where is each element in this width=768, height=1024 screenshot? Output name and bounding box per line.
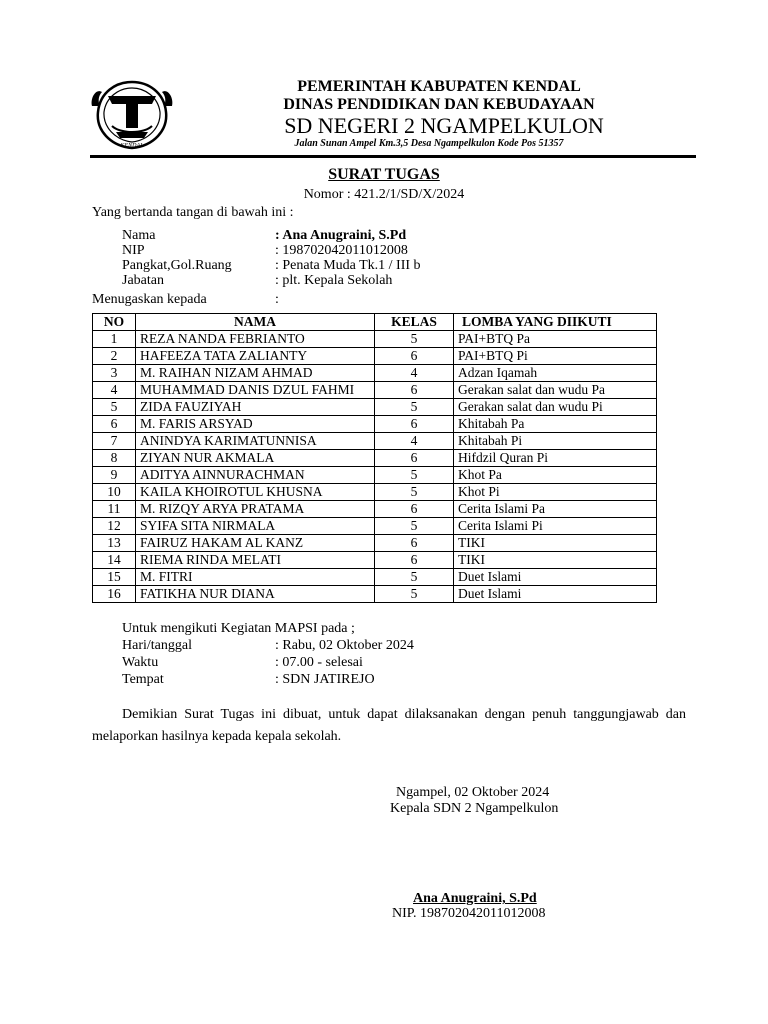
col-header-lomba: LOMBA YANG DIIKUTI — [454, 314, 657, 331]
event-label-date: Hari/tanggal — [122, 638, 192, 653]
assign-label: Menugaskan kepada — [92, 292, 207, 307]
header-school-name: SD NEGERI 2 NGAMPELKULON — [284, 113, 604, 138]
cell-no: 11 — [93, 501, 136, 518]
cell-nama: SYIFA SITA NIRMALA — [136, 518, 375, 535]
cell-lomba: Adzan Iqamah — [454, 365, 657, 382]
cell-nama: FAIRUZ HAKAM AL KANZ — [136, 535, 375, 552]
cell-nama: RIEMA RINDA MELATI — [136, 552, 375, 569]
cell-no: 12 — [93, 518, 136, 535]
table-body — [93, 331, 657, 603]
cell-no: 2 — [93, 348, 136, 365]
signer-value-rank: : Penata Muda Tk.1 / III b — [275, 258, 421, 273]
cell-no: 16 — [93, 586, 136, 603]
header-divider — [90, 155, 696, 158]
event-value-time: : 07.00 - selesai — [275, 655, 363, 670]
cell-no: 14 — [93, 552, 136, 569]
table-row — [93, 501, 657, 518]
cell-no: 5 — [93, 399, 136, 416]
cell-nama: M. FARIS ARSYAD — [136, 416, 375, 433]
cell-kelas: 6 — [375, 450, 454, 467]
cell-nama: REZA NANDA FEBRIANTO — [136, 331, 375, 348]
cell-kelas: 5 — [375, 484, 454, 501]
signer-value-nip: : 198702042011012008 — [275, 243, 408, 258]
cell-lomba: Gerakan salat dan wudu Pa — [454, 382, 657, 399]
cell-lomba: PAI+BTQ Pa — [454, 331, 657, 348]
cell-kelas: 5 — [375, 467, 454, 484]
cell-nama: M. FITRI — [136, 569, 375, 586]
cell-nama: ZIYAN NUR AKMALA — [136, 450, 375, 467]
signature-name: Ana Anugraini, S.Pd — [413, 891, 537, 906]
cell-nama: MUHAMMAD DANIS DZUL FAHMI — [136, 382, 375, 399]
table-row — [93, 416, 657, 433]
event-value-place: : SDN JATIREJO — [275, 672, 375, 687]
table-row — [93, 535, 657, 552]
logo-text: KENDAL — [120, 143, 144, 149]
cell-kelas: 6 — [375, 348, 454, 365]
event-intro: Untuk mengikuti Kegiatan MAPSI pada ; — [122, 621, 355, 636]
table-row — [93, 365, 657, 382]
cell-no: 4 — [93, 382, 136, 399]
cell-nama: KAILA KHOIROTUL KHUSNA — [136, 484, 375, 501]
event-value-date: : Rabu, 02 Oktober 2024 — [275, 638, 414, 653]
header-department: DINAS PENDIDIKAN DAN KEBUDAYAAN — [283, 96, 595, 113]
col-header-nama: NAMA — [136, 314, 375, 331]
cell-kelas: 6 — [375, 535, 454, 552]
table-row — [93, 348, 657, 365]
cell-kelas: 5 — [375, 569, 454, 586]
cell-nama: M. RAIHAN NIZAM AHMAD — [136, 365, 375, 382]
cell-nama: FATIKHA NUR DIANA — [136, 586, 375, 603]
cell-no: 6 — [93, 416, 136, 433]
cell-lomba: Duet Islami — [454, 569, 657, 586]
cell-kelas: 4 — [375, 433, 454, 450]
cell-nama: ADITYA AINNURACHMAN — [136, 467, 375, 484]
cell-kelas: 5 — [375, 399, 454, 416]
table-row — [93, 399, 657, 416]
col-header-no: NO — [93, 314, 136, 331]
cell-no: 8 — [93, 450, 136, 467]
cell-lomba: Cerita Islami Pa — [454, 501, 657, 518]
table-row — [93, 586, 657, 603]
cell-kelas: 5 — [375, 331, 454, 348]
cell-kelas: 4 — [375, 365, 454, 382]
cell-kelas: 6 — [375, 416, 454, 433]
table-row — [93, 484, 657, 501]
table-header-row — [93, 314, 657, 331]
signature-nip: NIP. 198702042011012008 — [392, 906, 546, 921]
assign-colon: : — [275, 292, 279, 307]
cell-nama: M. RIZQY ARYA PRATAMA — [136, 501, 375, 518]
cell-lomba: Khitabah Pi — [454, 433, 657, 450]
cell-lomba: Khitabah Pa — [454, 416, 657, 433]
cell-kelas: 5 — [375, 586, 454, 603]
letter-intro: Yang bertanda tangan di bawah ini : — [92, 205, 294, 220]
table-row — [93, 552, 657, 569]
col-header-kelas: KELAS — [375, 314, 454, 331]
table-row — [93, 467, 657, 484]
cell-no: 15 — [93, 569, 136, 586]
table-row — [93, 450, 657, 467]
letter-number: Nomor : 421.2/1/SD/X/2024 — [303, 187, 465, 202]
signature-place-date: Ngampel, 02 Oktober 2024 — [396, 785, 550, 800]
table-row — [93, 433, 657, 450]
letter-title: SURAT TUGAS — [328, 166, 440, 183]
cell-kelas: 6 — [375, 382, 454, 399]
table-row — [93, 518, 657, 535]
participants-table — [92, 313, 657, 603]
cell-lomba: Hifdzil Quran Pi — [454, 450, 657, 467]
event-label-place: Tempat — [122, 672, 164, 687]
cell-no: 7 — [93, 433, 136, 450]
signer-label-name: Nama — [122, 228, 156, 243]
cell-no: 13 — [93, 535, 136, 552]
signer-label-position: Jabatan — [122, 273, 164, 288]
cell-lomba: PAI+BTQ Pi — [454, 348, 657, 365]
cell-no: 10 — [93, 484, 136, 501]
cell-lomba: TIKI — [454, 552, 657, 569]
header-address: Jalan Sunan Ampel Km.3,5 Desa Ngampelkulon Kode Pos 51357 — [294, 138, 564, 149]
cell-lomba: Duet Islami — [454, 586, 657, 603]
signer-value-name: : Ana Anugraini, S.Pd — [275, 228, 407, 243]
signer-value-position: : plt. Kepala Sekolah — [275, 273, 393, 288]
cell-lomba: Gerakan salat dan wudu Pi — [454, 399, 657, 416]
cell-lomba: TIKI — [454, 535, 657, 552]
cell-nama: ANINDYA KARIMATUNNISA — [136, 433, 375, 450]
table-row — [93, 382, 657, 399]
table-row — [93, 569, 657, 586]
signer-label-nip: NIP — [122, 243, 145, 258]
cell-no: 1 — [93, 331, 136, 348]
cell-lomba: Khot Pa — [454, 467, 657, 484]
cell-kelas: 6 — [375, 501, 454, 518]
cell-no: 9 — [93, 467, 136, 484]
cell-no: 3 — [93, 365, 136, 382]
signer-label-rank: Pangkat,Gol.Ruang — [122, 258, 232, 273]
cell-lomba: Khot Pi — [454, 484, 657, 501]
cell-kelas: 5 — [375, 518, 454, 535]
cell-lomba: Cerita Islami Pi — [454, 518, 657, 535]
cell-nama: ZIDA FAUZIYAH — [136, 399, 375, 416]
closing-paragraph: Demikian Surat Tugas ini dibuat, untuk dapat dilaksanakan dengan penuh tanggungjawab dan melaporkan hasilnya kepada kepala sekolah. — [92, 707, 686, 744]
table-row — [93, 331, 657, 348]
cell-nama: HAFEEZA TATA ZALIANTY — [136, 348, 375, 365]
header-government: PEMERINTAH KABUPATEN KENDAL — [297, 78, 581, 95]
cell-kelas: 6 — [375, 552, 454, 569]
event-label-time: Waktu — [122, 655, 159, 670]
signature-position: Kepala SDN 2 Ngampelkulon — [390, 801, 559, 816]
